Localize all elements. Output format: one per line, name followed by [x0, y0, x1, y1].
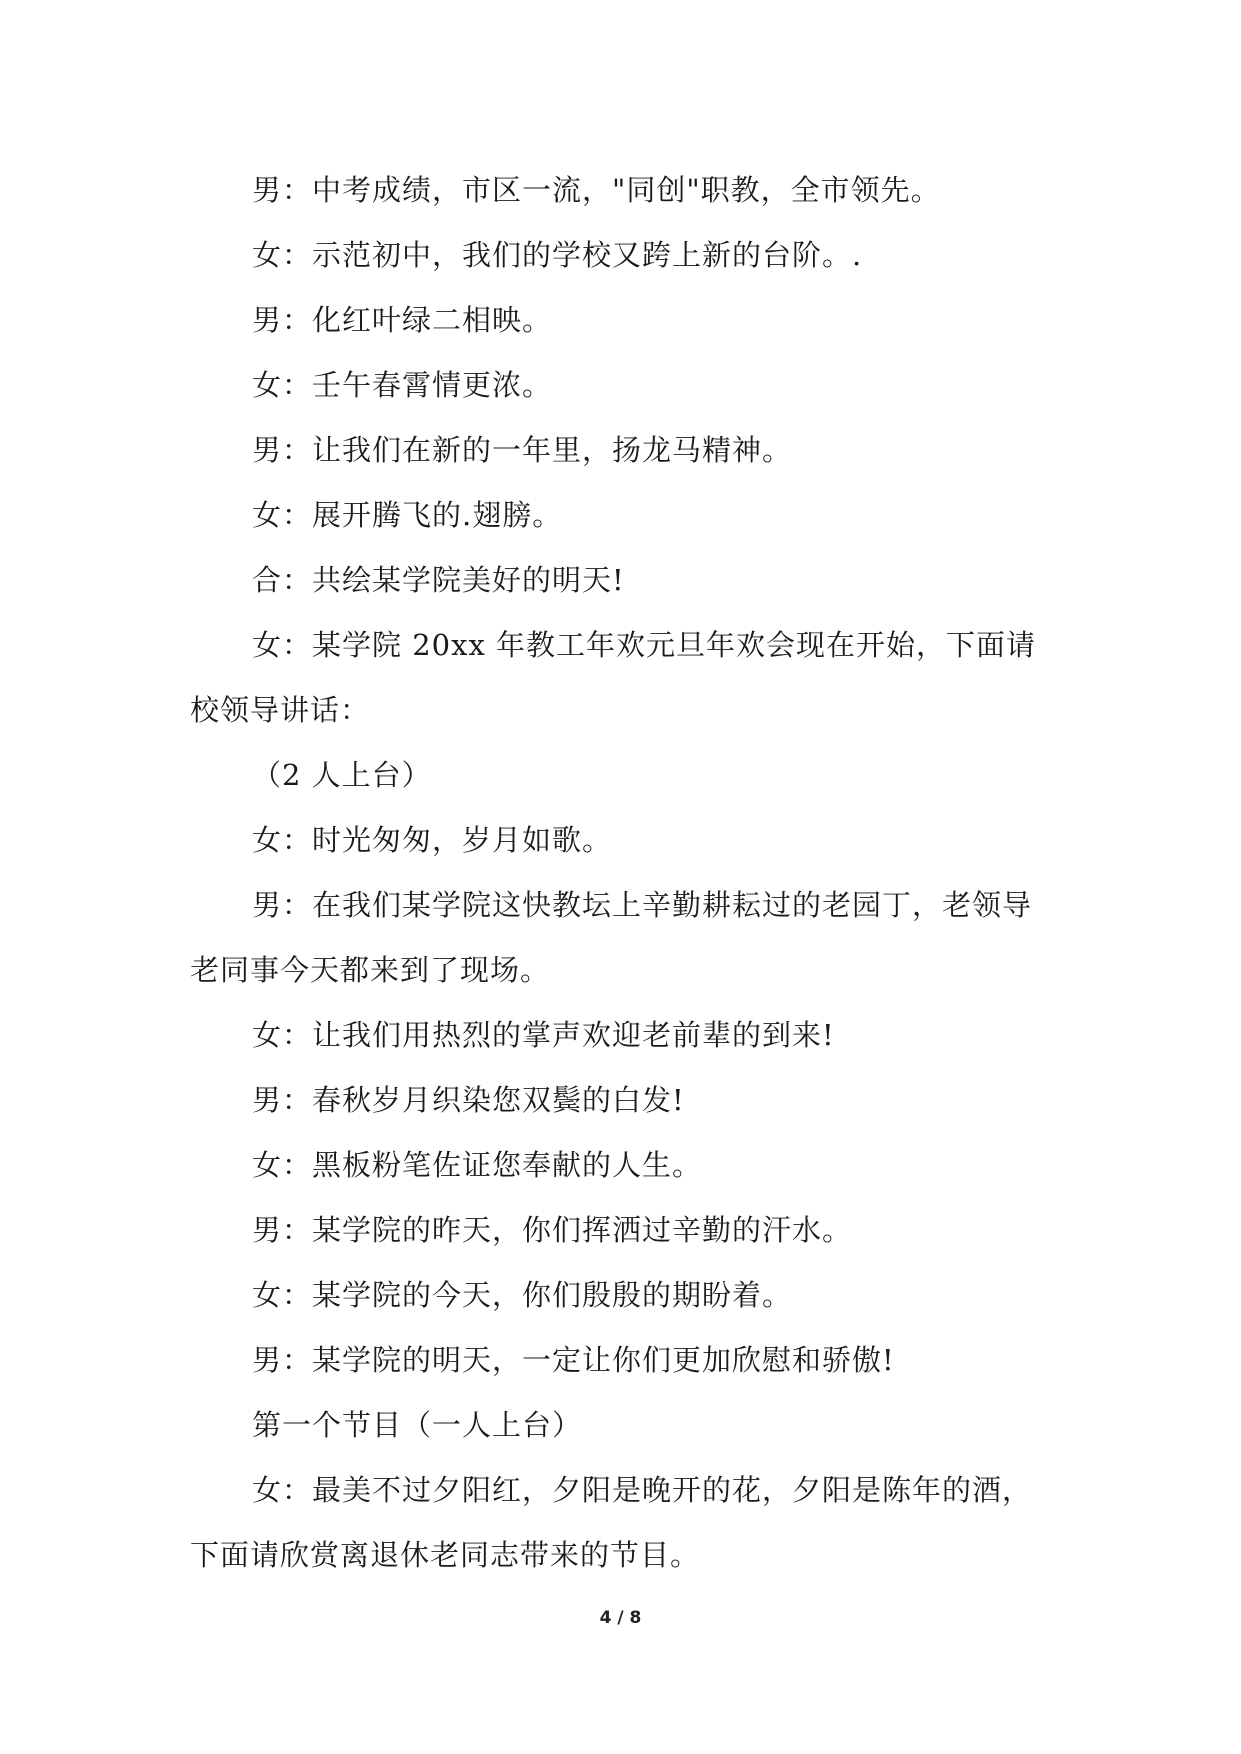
- paragraph: 女：最美不过夕阳红，夕阳是晚开的花，夕阳是陈年的酒，下面请欣赏离退休老同志带来的节目。: [190, 1473, 1033, 1572]
- paragraph: 女：让我们用热烈的掌声欢迎老前辈的到来!: [252, 1018, 835, 1052]
- paragraph: 女：壬午春霄情更浓。: [252, 368, 553, 402]
- paragraph: 第一个节目（一人上台）: [252, 1408, 583, 1442]
- paragraph: 合：共绘某学院美好的明天!: [252, 563, 625, 597]
- paragraph: 女：某学院的今天，你们殷殷的期盼着。: [252, 1278, 793, 1312]
- page-number: 4 / 8: [599, 1608, 642, 1628]
- paragraph: 男：某学院的昨天，你们挥洒过辛勤的汗水。: [252, 1213, 853, 1247]
- paragraph: 女：黑板粉笔佐证您奉献的人生。: [252, 1148, 703, 1182]
- document-body: [190, 158, 1060, 1588]
- paragraph: 女：某学院 20xx 年教工年欢元旦年欢会现在开始，下面请校领导讲话：: [190, 628, 1037, 727]
- paragraph: 男：在我们某学院这快教坛上辛勤耕耘过的老园丁，老领导老同事今天都来到了现场。: [190, 888, 1033, 987]
- paragraph: （2 人上台）: [252, 758, 432, 792]
- paragraph: 男：化红叶绿二相映。: [252, 303, 553, 337]
- paragraph: 女：时光匆匆，岁月如歌。: [252, 823, 613, 857]
- paragraph: 男：春秋岁月织染您双鬓的白发!: [252, 1083, 685, 1117]
- paragraph: 男：中考成绩，市区一流，"同创"职教，全市领先。: [252, 173, 941, 207]
- paragraph: 女：示范初中，我们的学校又跨上新的台阶。.: [252, 238, 863, 272]
- paragraph: 男：让我们在新的一年里，扬龙马精神。: [252, 433, 793, 467]
- paragraph: 男：某学院的明天，一定让你们更加欣慰和骄傲!: [252, 1343, 895, 1377]
- paragraph: 女：展开腾飞的.翅膀。: [252, 498, 563, 532]
